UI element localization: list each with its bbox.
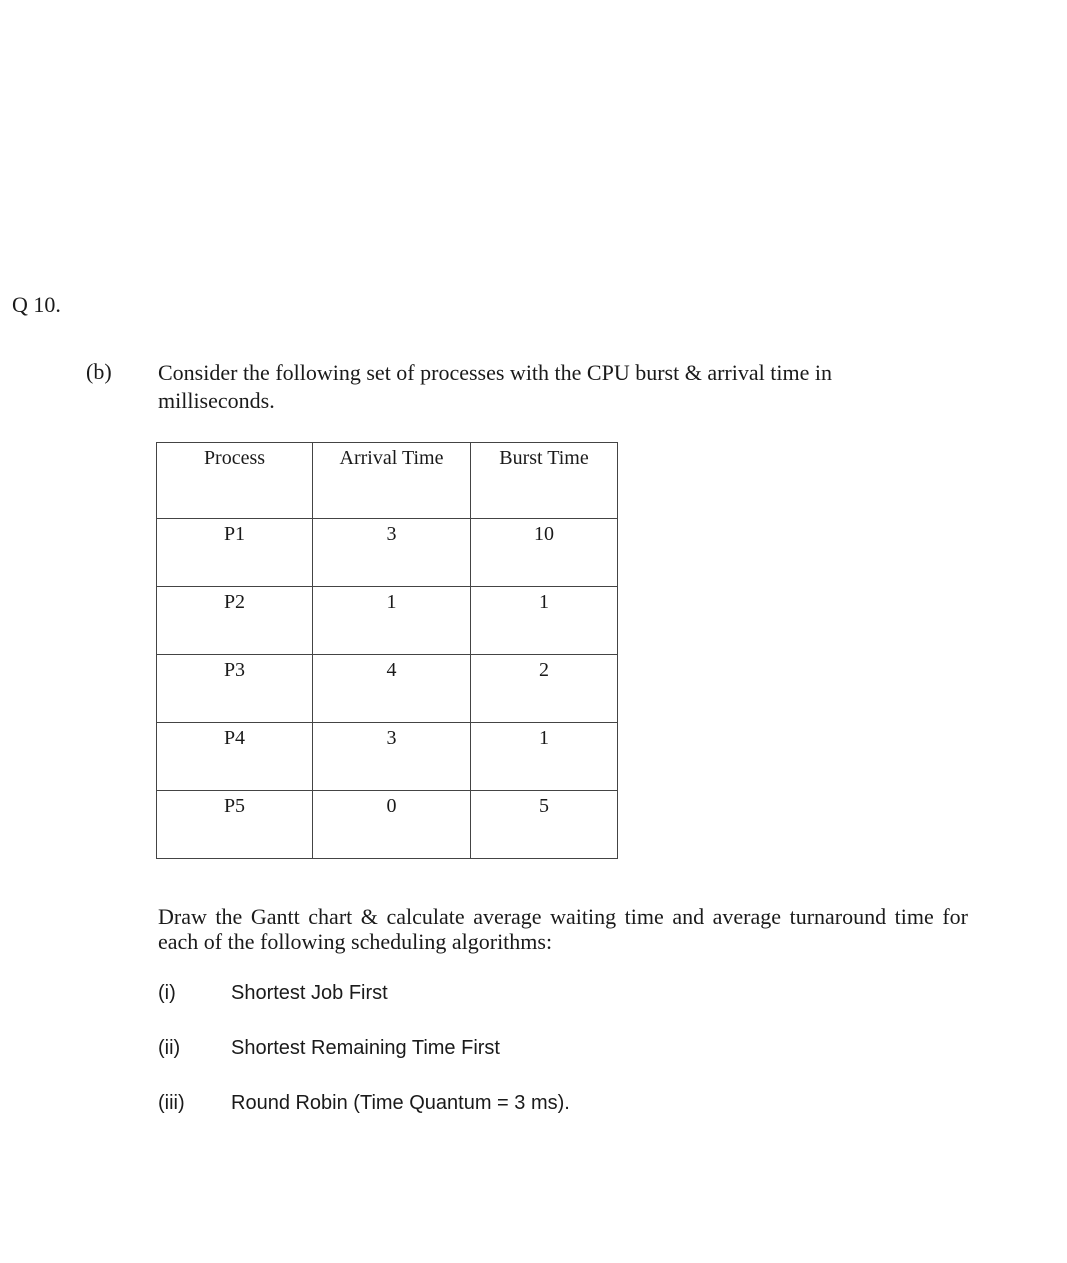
cell-process: P3 <box>157 655 313 723</box>
table-header-row <box>157 443 618 519</box>
process-table <box>156 442 618 859</box>
cell-process: P4 <box>157 723 313 791</box>
cell-process: P5 <box>157 791 313 859</box>
cell-burst-time: 5 <box>471 791 618 859</box>
cell-process: P2 <box>157 587 313 655</box>
algorithm-item <box>158 1037 500 1060</box>
cell-arrival-time: 4 <box>313 655 471 723</box>
instruction-text: Draw the Gantt chart & calculate average waiting time and average turnaround time for each of the following scheduling algorithms: <box>158 904 968 954</box>
cell-burst-time: 1 <box>471 587 618 655</box>
table-row <box>157 655 618 723</box>
cell-burst-time: 10 <box>471 519 618 587</box>
question-number: Q 10. <box>12 292 61 317</box>
table-row <box>157 791 618 859</box>
algorithm-label: Round Robin (Time Quantum = 3 ms). <box>231 1092 570 1114</box>
question-intro: Consider the following set of processes with the CPU burst & arrival time in milliseconds. <box>158 360 832 413</box>
table-row <box>157 723 618 791</box>
cell-process: P1 <box>157 519 313 587</box>
cell-burst-time: 1 <box>471 723 618 791</box>
algorithm-item <box>158 982 388 1005</box>
table-row <box>157 519 618 587</box>
algorithm-item <box>158 1092 570 1115</box>
algorithm-number: (i) <box>158 982 176 1004</box>
cell-arrival-time: 1 <box>313 587 471 655</box>
algorithm-label: Shortest Remaining Time First <box>231 1037 500 1059</box>
algorithm-number: (ii) <box>158 1037 181 1059</box>
table-row <box>157 587 618 655</box>
header-burst-time: Burst Time <box>471 443 618 519</box>
cell-burst-time: 2 <box>471 655 618 723</box>
header-arrival-time: Arrival Time <box>313 443 471 519</box>
part-label: (b) <box>86 359 112 384</box>
algorithm-label: Shortest Job First <box>231 982 388 1004</box>
cell-arrival-time: 3 <box>313 519 471 587</box>
algorithm-number: (iii) <box>158 1092 185 1114</box>
header-process: Process <box>157 443 313 519</box>
cell-arrival-time: 3 <box>313 723 471 791</box>
cell-arrival-time: 0 <box>313 791 471 859</box>
